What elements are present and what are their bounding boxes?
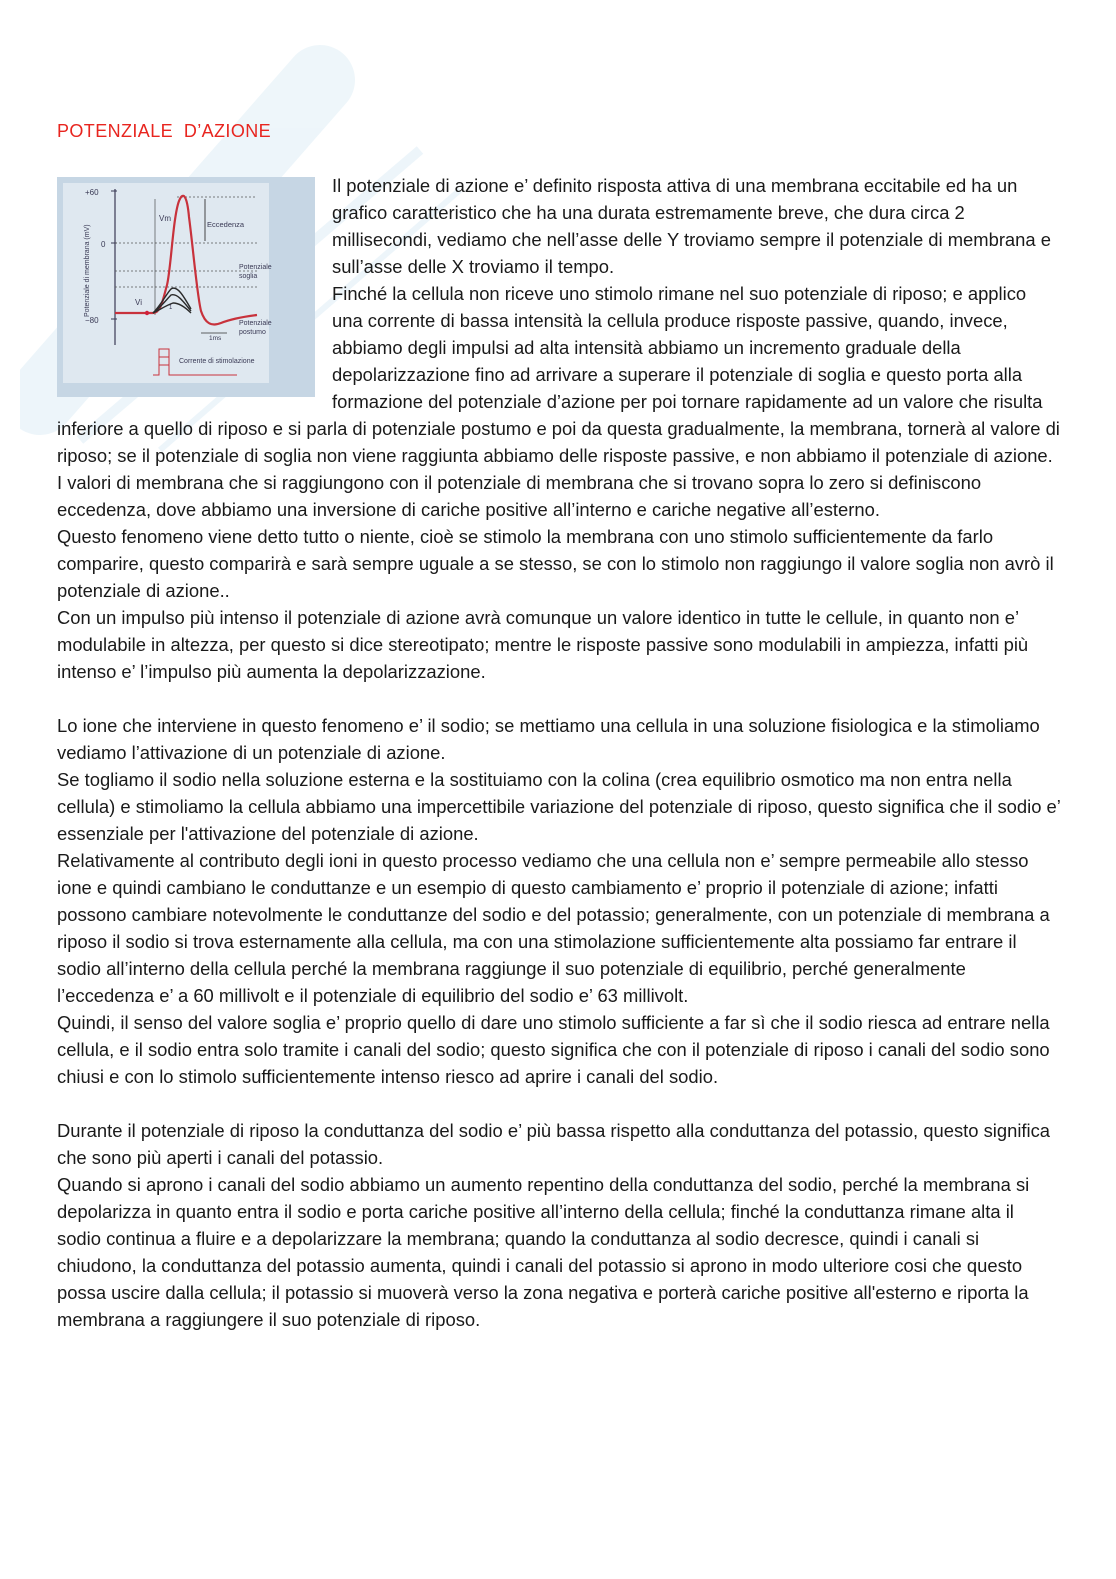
figure-float-spacer bbox=[57, 172, 332, 405]
label-vm: Vm bbox=[159, 214, 171, 223]
tick-label-top: +60 bbox=[85, 188, 99, 197]
paragraph-9: Quindi, il senso del valore soglia e’ proprio quello di dare uno stimolo sufficiente a far sì che il sodio riesca ad entrare nella cellula, e il sodio entra solo tramite i canali del sodio; questo significa che con il potenziale di riposo i canali del sodio sono chiusi e con lo stimolo sufficientemente intenso riesco ad aprire i canali del sodio. bbox=[57, 1012, 1050, 1087]
tick-label-zero: 0 bbox=[101, 240, 106, 249]
paragraph-1: Il potenziale di azione e’ definito risposta attiva di una membrana eccitabile ed ha un grafico caratteristico che ha una durata estremamente breve, che dura circa 2 millisecondi, vediamo che nell’asse delle Y troviamo sempre il potenziale di membrana e sull’asse delle X troviamo il tempo. bbox=[332, 175, 1051, 277]
label-postumo-line1: Potenziale bbox=[239, 320, 272, 327]
paragraph-6: Lo ione che interviene in questo fenomeno e’ il sodio; se mettiamo una cellula in una soluzione fisiologica e la stimoliamo vediamo l’attivazione di un potenziale di azione. bbox=[57, 715, 1040, 763]
paragraph-8: Relativamente al contributo degli ioni in questo processo vediamo che una cellula non e’ sempre permeabile allo stesso ione e quindi cambiano le conduttanze e un esempio di questo cambiamento e’ proprio il potenziale di azione; infatti possono cambiare notevolmente le conduttanze del sodio e del potassio; generalmente, con un potenziale di membrana a riposo il sodio si trova esternamente alla cellula, ma con una stimolazione sufficientemente alta possiamo far entrare il sodio all’interno della cellula perché la membrana raggiunge il suo potenziale di equilibrio, perché generalmente l’eccedenza e’ a 60 millivolt e il potenziale di equilibrio del sodio e’ 63 millivolt. bbox=[57, 850, 1050, 1006]
tick-label-bottom: −80 bbox=[85, 316, 99, 325]
label-one: 1 bbox=[169, 305, 173, 311]
paragraph-4: Questo fenomeno viene detto tutto o niente, cioè se stimolo la membrana con uno stimolo sufficientemente da farlo comparire, questo comparirà e sarà sempre uguale a se stesso, se con lo stimolo non raggiungo il valore soglia non avrò il potenziale di azione.. bbox=[57, 526, 1054, 601]
paragraph-gap bbox=[57, 685, 1061, 712]
paragraph-10: Durante il potenziale di riposo la conduttanza del sodio e’ più bassa rispetto alla conduttanza del potassio, questo significa che sono più aperti i canali del potassio. bbox=[57, 1120, 1051, 1168]
label-eccedenza: Eccedenza bbox=[207, 220, 245, 229]
body-text bbox=[57, 172, 1061, 1333]
label-soglia-line2: soglia bbox=[239, 273, 258, 280]
label-stimolo: Corrente di stimolazione bbox=[179, 358, 255, 365]
paragraph-5: Con un impulso più intenso il potenziale di azione avrà comunque un valore identico in tutte le cellule, in quanto non e’ modulabile in altezza, per questo si dice stereotipato; mentre le risposte passive sono modulabili in ampiezza, infatti più intenso e’ l’impulso più aumenta la depolarizzazione. bbox=[57, 607, 1029, 682]
y-axis-label: Potenziale di membrana (mV) bbox=[84, 224, 91, 317]
label-soglia-line1: Potenziale bbox=[239, 264, 272, 271]
label-postumo-line2: postumo bbox=[239, 329, 266, 336]
paragraph-11: Quando si aprono i canali del sodio abbiamo un aumento repentino della conduttanza del sodio, perché la membrana si depolarizza in quanto entra il sodio e porta cariche positive all’interno della cellula; finché la conduttanza rimane alta il sodio continua a fluire e a depolarizzare la membrana; quando la conduttanza al sodio decresce, quindi i canali si chiudono, la conduttanza del potassio aumenta, quindi i canali del potassio si aprono in modo ulteriore cosi che questo possa uscire dalla cellula; il potassio si muoverà verso la zona negativa e porterà cariche positive all'esterno e riporta la membrana a raggiungere il suo potenziale di riposo. bbox=[57, 1174, 1030, 1330]
paragraph-7: Se togliamo il sodio nella soluzione esterna e la sostituiamo con la colina (crea equilibrio osmotico ma non entra nella cellula) e stimoliamo la cellula abbiamo una impercettibile variazione del potenziale di riposo, questo significa che il sodio e’ essenziale per l'attivazione del potenziale di azione. bbox=[57, 769, 1061, 844]
paragraph-2: Finché la cellula non riceve uno stimolo rimane nel suo potenziale di riposo; e applico una corrente di bassa intensità la cellula produce risposte passive, quando, invece, abbiamo degli impulsi ad alta intensità abbiamo un incremento graduale della depolarizzazione fino ad arrivare a superare il potenziale di soglia e questo porta alla formazione del potenziale d’azione per poi tornare rapidamente ad un valore che risulta inferiore a quello di riposo e si parla di potenziale postumo e poi da questa gradualmente, la membrana, tornerà al valore di riposo; se il potenziale di soglia non viene raggiunta abbiamo delle risposte passive, e non abbiamo il potenziale di azione. bbox=[57, 283, 1060, 466]
page-title: POTENZIALE D’AZIONE bbox=[57, 121, 272, 141]
label-vi: Vi bbox=[135, 298, 142, 307]
label-time: 1ms bbox=[209, 335, 222, 342]
paragraph-gap bbox=[57, 1090, 1061, 1117]
paragraph-3: I valori di membrana che si raggiungono con il potenziale di membrana che si trovano sopra lo zero si definiscono eccedenza, dove abbiamo una inversione di cariche positive all’interno e cariche negative all’esterno. bbox=[57, 472, 982, 520]
